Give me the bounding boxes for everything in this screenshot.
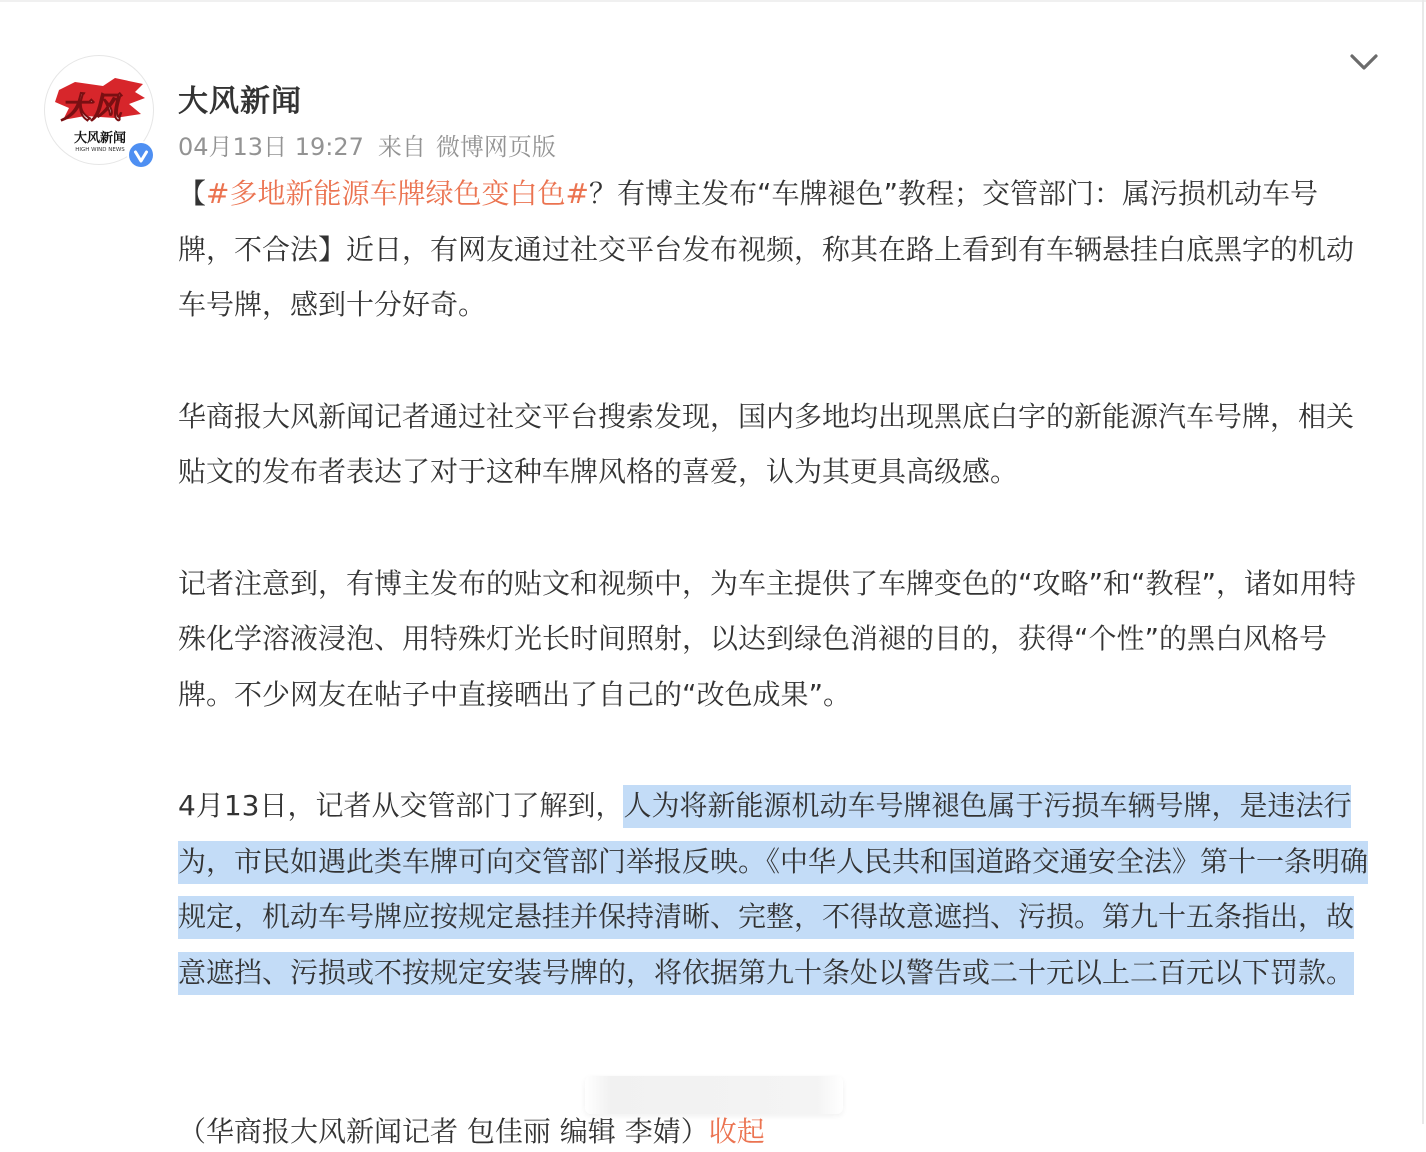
paragraph-spacer: [178, 333, 1373, 389]
logo-name-text: 大风新闻: [73, 131, 127, 146]
paragraph-4-lead: 4月13日，记者从交管部门了解到，: [178, 789, 624, 822]
scroll-fade-overlay: [585, 1076, 843, 1114]
paragraph-spacer: [178, 722, 1373, 778]
paragraph-4: [178, 778, 1373, 1000]
chevron-down-icon[interactable]: [1346, 48, 1382, 76]
open-bracket: 【: [178, 177, 207, 210]
logo-en-text: HIGH WIND NEWS: [75, 147, 125, 153]
source-prefix: 来自: [377, 133, 426, 161]
paragraph-spacer: [178, 500, 1373, 556]
frame-right-border: [1422, 0, 1424, 1124]
selected-text-highlight[interactable]: 人为将新能源机动车号牌褪色属于污损车辆号牌，是违法行为，市民如遇此类车牌可向交管部门举报反映。《中华人民共和国道路交通安全法》第十一条明确规定，机动车号牌应按规定悬挂并保持清晰、完整，不得故意遮挡、污损。第九十五条指出，故意遮挡、污损或不按规定安装号牌的，将依据第九十条处以警告或二十元以上二百元以下罚款。: [178, 785, 1368, 995]
credit-text: （华商报大风新闻记者 包佳丽 编辑 李婧）: [178, 1115, 709, 1148]
paragraph-2: 华商报大风新闻记者通过社交平台搜索发现，国内多地均出现黑底白字的新能源汽车号牌，相关贴文的发布者表达了对于这种车牌风格的喜爱，认为其更具高级感。: [178, 399, 1355, 488]
post-meta: [178, 127, 556, 162]
collapse-link[interactable]: 收起: [708, 1115, 765, 1148]
verified-badge-icon: [126, 140, 156, 170]
post-time[interactable]: 04月13日 19:27: [178, 133, 364, 161]
topic-link[interactable]: #多地新能源车牌绿色变白色#: [206, 177, 589, 210]
post-source[interactable]: 微博网页版: [435, 133, 556, 161]
paragraph-3: 记者注意到，有博主发布的贴文和视频中，为车主提供了车牌变色的“攻略”和“教程”，诸如用特殊化学溶液浸泡、用特殊灯光长时间照射，以达到绿色消褪的目的，获得“个性”的黑白风格号牌。不少网友在帖子中直接晒出了自己的“改色成果”。: [178, 566, 1357, 711]
post-content: [178, 166, 1373, 1000]
paragraph-1: [178, 166, 1373, 333]
cut-off-line: [178, 1110, 878, 1148]
author-name[interactable]: 大风新闻: [178, 84, 302, 119]
logo-big-text: 大风: [61, 91, 121, 126]
paragraph-1-text: ？有博主发布“车牌褪色”教程；交管部门：属污损机动车号牌，不合法】近日，有网友通过社交平台发布视频，称其在路上看到有车辆悬挂白底黑字的机动车号牌，感到十分好奇。: [178, 177, 1355, 321]
